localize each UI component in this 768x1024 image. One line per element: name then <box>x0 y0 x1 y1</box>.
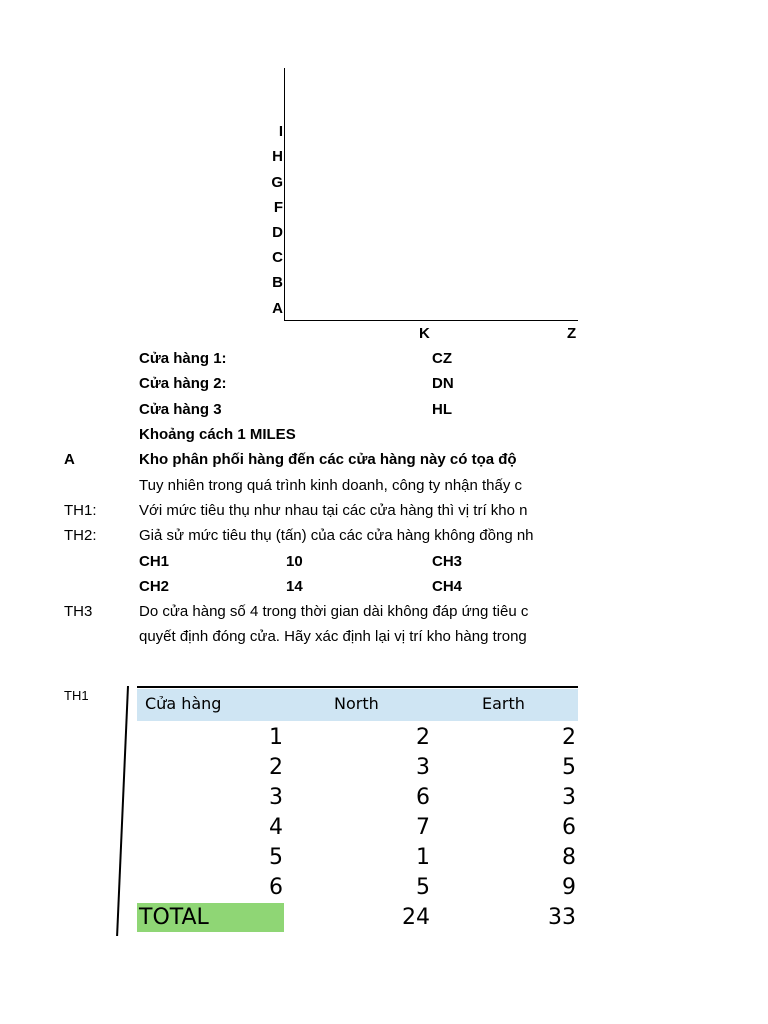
cell-north: 1 <box>416 845 430 870</box>
store-2-value: DN <box>432 375 454 392</box>
cell-north: 2 <box>416 725 430 750</box>
total-earth: 33 <box>548 905 576 930</box>
ch4-label: CH4 <box>432 578 463 595</box>
y-label-h: H <box>272 148 283 165</box>
y-label-b: B <box>272 274 283 291</box>
ch1-value: 10 <box>286 553 303 570</box>
store-3-label: Cửa hàng 3 <box>139 401 222 418</box>
th3-line-2: quyết định đóng cửa. Hãy xác định lại vị trí kho hàng trong <box>139 628 527 645</box>
cell-store: 3 <box>269 785 283 810</box>
distance-note: Khoảng cách 1 MILES <box>139 426 296 443</box>
cell-earth: 5 <box>562 755 576 780</box>
section-a-tag: A <box>64 451 75 468</box>
cell-store: 4 <box>269 815 283 840</box>
y-axis-line <box>284 68 285 321</box>
cell-earth: 3 <box>562 785 576 810</box>
table-top-border <box>137 686 578 688</box>
cell-earth: 2 <box>562 725 576 750</box>
x-label-k: K <box>419 325 430 342</box>
cell-north: 6 <box>416 785 430 810</box>
y-label-i: I <box>278 123 283 140</box>
cell-earth: 8 <box>562 845 576 870</box>
store-2-label: Cửa hàng 2: <box>139 375 227 392</box>
y-label-a: A <box>272 300 283 317</box>
header-north: North <box>334 694 379 713</box>
section-a-text: Kho phân phối hàng đến các cửa hàng này có tọa độ <box>139 451 517 468</box>
cell-store: 5 <box>269 845 283 870</box>
intro-line: Tuy nhiên trong quá trình kinh doanh, công ty nhận thấy c <box>139 477 523 494</box>
x-label-z: Z <box>567 325 577 342</box>
cell-earth: 9 <box>562 875 576 900</box>
store-3-value: HL <box>432 401 452 418</box>
ch3-label: CH3 <box>432 553 463 570</box>
total-north: 24 <box>402 905 430 930</box>
th1-text: Với mức tiêu thụ như nhau tại các cửa hàng thì vị trí kho n <box>139 502 528 519</box>
ch2-label: CH2 <box>139 578 170 595</box>
y-label-g: G <box>271 174 283 191</box>
y-label-c: C <box>272 249 283 266</box>
y-label-f: F <box>273 199 283 216</box>
y-label-d: D <box>272 224 283 241</box>
cell-earth: 6 <box>562 815 576 840</box>
cell-store: 6 <box>269 875 283 900</box>
cell-north: 5 <box>416 875 430 900</box>
ch1-label: CH1 <box>139 553 170 570</box>
header-earth: Earth <box>482 694 525 713</box>
cell-north: 7 <box>416 815 430 840</box>
cell-north: 3 <box>416 755 430 780</box>
table-left-border <box>116 686 129 936</box>
total-label: TOTAL <box>139 905 209 930</box>
th3-tag: TH3 <box>64 603 93 620</box>
th2-tag: TH2: <box>64 527 97 544</box>
x-axis-line <box>284 320 578 321</box>
th2-text: Giả sử mức tiêu thụ (tấn) của các cửa hàng không đồng nh <box>139 527 534 544</box>
store-1-value: CZ <box>432 350 452 367</box>
store-1-label: Cửa hàng 1: <box>139 350 227 367</box>
th3-line-1: Do cửa hàng số 4 trong thời gian dài không đáp ứng tiêu c <box>139 603 529 620</box>
cell-store: 2 <box>269 755 283 780</box>
table-side-label: TH1 <box>64 688 89 703</box>
header-store: Cửa hàng <box>145 694 222 713</box>
ch2-value: 14 <box>286 578 303 595</box>
th1-tag: TH1: <box>64 502 97 519</box>
cell-store: 1 <box>269 725 283 750</box>
